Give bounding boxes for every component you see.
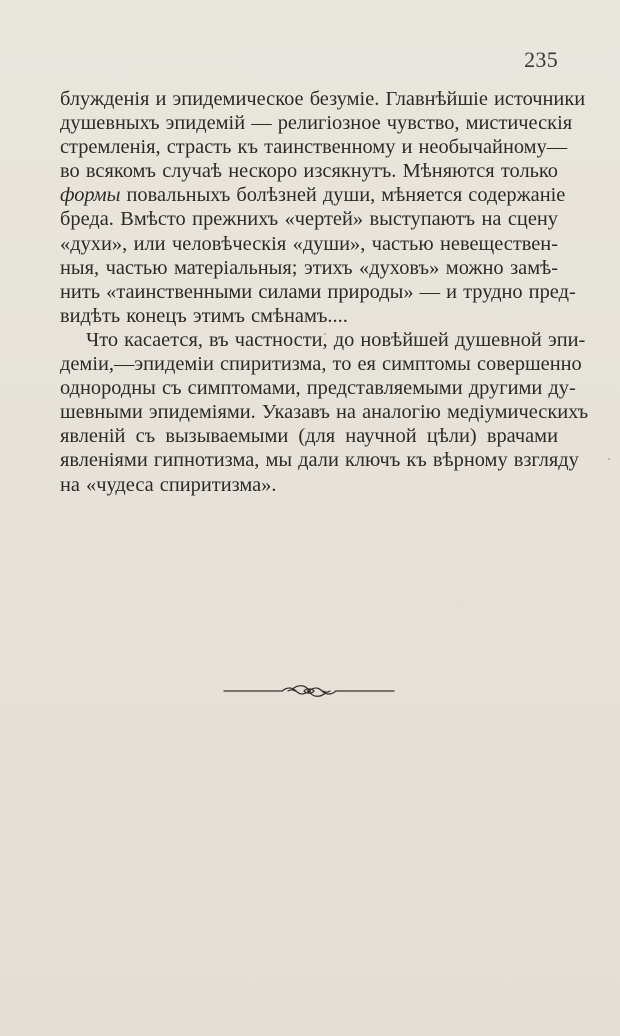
paper-speck [324, 333, 326, 335]
text-line: стремленія, страсть къ таинственному и необычайному— [60, 136, 568, 159]
text-line: видѣть конецъ этимъ смѣнамъ.... [60, 304, 348, 327]
text-line: однородны съ симптомами, представляемыми другими ду- [60, 377, 576, 400]
main-text [60, 87, 589, 497]
paragraph-1 [60, 87, 586, 328]
italic-word: формы [60, 184, 121, 207]
text-line: явленій съ вызываемыми (для научной цѣли) врачами [60, 425, 558, 448]
text-line: на «чудеса спиритизма». [60, 473, 277, 496]
text-line: деміи,—эпидеміи спиритизма, то ея симптомы совершенно [60, 353, 582, 376]
text-line: во всякомъ случаѣ нескоро изсякнутъ. Мѣняются только [60, 160, 558, 183]
text-line: шевными эпидеміями. Указавъ на аналогію медіумическихъ [60, 401, 589, 424]
text-line: блужденія и эпидемическое безуміе. Главнѣйшіе источники [60, 88, 586, 110]
text-line: душевныхъ эпидемій — религіозное чувство, мистическія [60, 112, 573, 135]
text-line: бреда. Вмѣсто прежнихъ «чертей» выступаютъ на сцену [60, 208, 558, 231]
ornament-center-dot [307, 689, 311, 693]
paragraph-2 [60, 328, 589, 497]
text-line: «духи», или человѣческія «души», частью невеществен- [60, 232, 558, 255]
text-line: явленіями гипнотизма, мы дали ключъ къ вѣрному взгляду [60, 449, 579, 472]
text-line: ныя, частью матеріальныя; этихъ «духовъ» можно замѣ- [60, 256, 558, 279]
italic-line-rest: повальныхъ болѣзней души, мѣняется содержаніе [120, 184, 566, 207]
ornament-divider [220, 681, 398, 701]
page-number: 235 [524, 47, 558, 72]
text-line: нить «таинственными силами природы» — и трудно пред- [60, 280, 576, 303]
text-line: Что касается, въ частности, до новѣйшей душевной эпи- [86, 328, 586, 351]
text-line-italic-start [60, 183, 566, 207]
paper-speck [608, 458, 610, 460]
